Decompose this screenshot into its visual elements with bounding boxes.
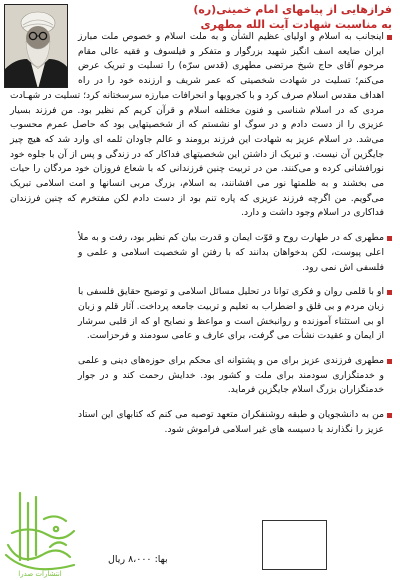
publisher-logo (0, 485, 80, 580)
header-subtitle: به مناسبت شهادت آیت الله مطهری (200, 18, 392, 31)
paragraph-4 (78, 354, 392, 398)
paragraph-text: من به دانشجویان و طبقه روشنفکران متعهد توصیه می کنم که کتابهای این استاد عزیز را نگذارند با دسیسه های غیر اسلامی فراموش شود. (78, 409, 384, 435)
bullet-icon (387, 35, 392, 40)
header-title: فرازهایی از پیامهای امام خمینی(ره) (193, 3, 392, 16)
paragraph-5 (78, 408, 392, 437)
bullet-icon (387, 236, 392, 241)
paragraph-text: مطهری فرزندی عزیز برای من و پشتوانه ای محکم برای حوزه‌های دینی و علمی و خدمتگزاری سودمند برای ملت و کشور بود. خدایش رحمت کند و در جوار خدمتگزاران بزرگ اسلام جایگزین فرماید. (78, 355, 384, 396)
calligraphy-logo-icon (0, 485, 80, 580)
stamp-box (262, 520, 327, 570)
paragraph-text: مطهری که در طهارت روح و قوّت ایمان و قدرت بیان کم نظیر بود، رفت و به ملأ اعلی پیوست، لکن بدخواهان بدانند که با رفتن او شخصیت اسلامی و علمی و فلسفی اش نمی رود. (78, 232, 384, 273)
price-label: بها: (154, 554, 168, 565)
paragraph-text: او با قلمی روان و فکری توانا در تحلیل مسائل اسلامی و توضیح حقایق فلسفی با زبان مردم و بی قلق و اضطراب به تعلیم و تربیت جامعه پرداخت. آثار قلم و زبان او بی استثناء آموزنده و روانبخش است و مواعظ و نصایح او که از قلبی سرشار از ایمان و عقیدت نشأت می گرفت، برای عارف و عامی سودمند و فرحزاست. (78, 286, 384, 342)
bullet-icon (387, 290, 392, 295)
price (108, 554, 168, 565)
paragraph-1 (10, 30, 392, 221)
paragraph-text: اینجانب به اسلام و اولیای عظیم الشأن و به ملت اسلام و خصوص ملت مبارز ایران ضایعه اسف انگیز شهید بزرگوار و متفکر و فیلسوف و فقیه عالی مقام مرحوم آقای حاج شیخ مرتضی مطهری (قدس سرّه) را تسلیت و تبریک عرض می‌کنم؛ تسلیت در شهادت شخصیتی که عمر شریف و ارزنده خود را در راه اهداف مقدس اسلام صرف کرد و با کجرویها و انحرافات مبارزه سرسختانه کرد؛ تسلیت در شهـادت مردی که در اسلام شناسی و فنون مختلفه اسلام و قرآن کریم کم نظیر بود. من فرزند بسیار عزیزی را از دست دادم و در سوگ او نشستم که از شخصیتهایی بود که حاصل عمرم محسوب می‌شد. در اسلام عزیز به شهادت این فرزند برومند و عالم جاودان ثلمه ای وارد شد که هیچ چیز جایگزین آن نیست. و تبریک از داشتن این شخصیتهای فداکار که در زندگی و پس از آن با جلوه خود نورافشانی کرده و می‌کنند. من در تربیت چنین فرزندانی که با شعاع فروزان خود مردگان را حیات می بخشند و به ظلمتها نور می افشانند، به اسلام، بزرگ مربی انسانها و امت اسلامی تبریک می‌گویم. من اگرچه فرزند عزیزی که پاره تنم بود از دست دادم لکن مفتخرم که چنین فرزندان فداکاری در اسلام وجود داشت و دارد. (10, 31, 384, 219)
paragraph-3 (78, 285, 392, 344)
portrait-spacer (10, 30, 78, 88)
publisher-name: انتشارات صدرا (18, 570, 62, 578)
bullet-icon (387, 359, 392, 364)
price-value: ۸،۰۰۰ ریال (108, 554, 152, 565)
bullet-icon (387, 413, 392, 418)
paragraph-2 (78, 231, 392, 275)
message-body (10, 30, 392, 448)
header (74, 2, 392, 32)
